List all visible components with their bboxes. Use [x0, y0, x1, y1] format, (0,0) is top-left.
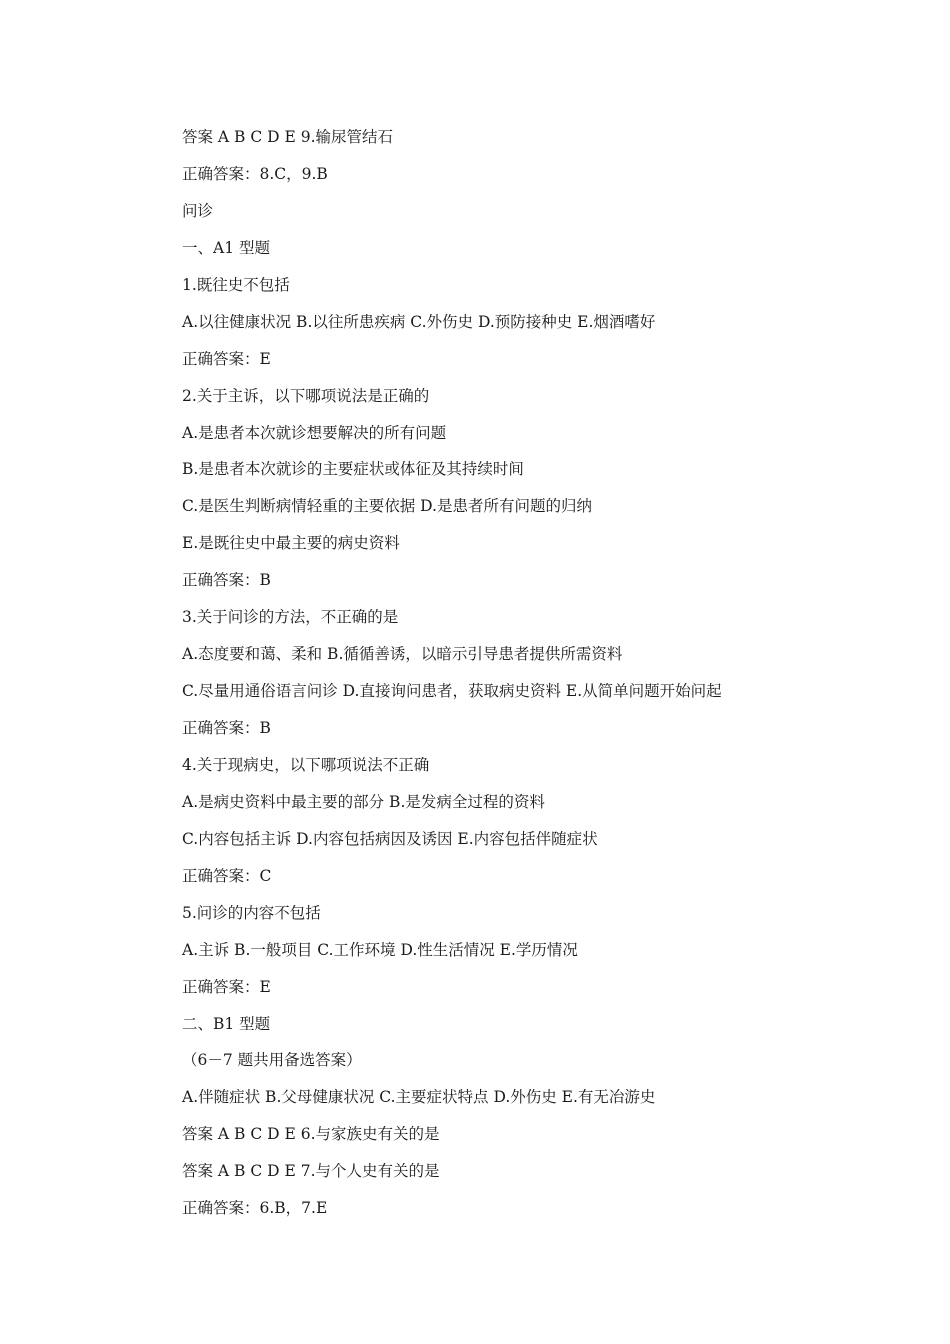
shared-options-note: （6－7 题共用备选答案）: [182, 1051, 362, 1070]
correct-answer-q2: 正确答案：B: [182, 571, 271, 590]
question-3-options-c-e: C.尽量用通俗语言问诊 D.直接询问患者，获取病史资料 E.从简单问题开始问起: [182, 682, 722, 701]
correct-answer-q1: 正确答案：E: [182, 349, 271, 368]
correct-answer-q8-q9: 正确答案：8.C，9.B: [182, 164, 328, 183]
correct-answer-q6-q7: 正确答案：6.B，7.E: [182, 1199, 328, 1218]
question-6: 答案 A B C D E 6.与家族史有关的是: [182, 1125, 440, 1144]
correct-answer-q3: 正确答案：B: [182, 719, 271, 737]
question-3: 3.关于问诊的方法，不正确的是: [182, 608, 399, 627]
question-2: 2.关于主诉，以下哪项说法是正确的: [182, 386, 430, 405]
document-body: [182, 124, 882, 1232]
section-title: 问诊: [182, 201, 214, 220]
question-2-options-c-d: C.是医生判断病情轻重的主要依据 D.是患者所有问题的归纳: [182, 497, 592, 516]
question-3-options-a-b: A.态度要和蔼、柔和 B.循循善诱，以暗示引导患者提供所需资料: [182, 645, 623, 664]
question-1: 1.既往史不包括: [182, 275, 290, 294]
answer-options-q9: 答案 A B C D E 9.输尿管结石: [182, 128, 394, 146]
question-1-options: A.以往健康状况 B.以往所患疾病 C.外伤史 D.预防接种史 E.烟酒嗜好: [182, 312, 656, 331]
question-type-heading-b1: 二、B1 型题: [182, 1014, 271, 1033]
correct-answer-q4: 正确答案：C: [182, 866, 272, 885]
question-2-option-a: A.是患者本次就诊想要解决的所有问题: [182, 423, 447, 442]
correct-answer-q5: 正确答案：E: [182, 977, 271, 996]
question-4-options-c-e: C.内容包括主诉 D.内容包括病因及诱因 E.内容包括伴随症状: [182, 829, 598, 848]
shared-options: A.伴随症状 B.父母健康状况 C.主要症状特点 D.外伤史 E.有无冶游史: [182, 1088, 656, 1107]
question-4-options-a-b: A.是病史资料中最主要的部分 B.是发病全过程的资料: [182, 792, 545, 811]
question-5-options: A.主诉 B.一般项目 C.工作环境 D.性生活情况 E.学历情况: [182, 940, 578, 959]
question-5: 5.问诊的内容不包括: [182, 903, 321, 922]
question-type-heading: 一、A1 型题: [182, 238, 270, 257]
question-2-option-b: B.是患者本次就诊的主要症状或体征及其持续时间: [182, 460, 524, 479]
question-7: 答案 A B C D E 7.与个人史有关的是: [182, 1162, 440, 1181]
question-2-option-e: E.是既往史中最主要的病史资料: [182, 534, 400, 553]
question-4: 4.关于现病史，以下哪项说法不正确: [182, 755, 430, 774]
